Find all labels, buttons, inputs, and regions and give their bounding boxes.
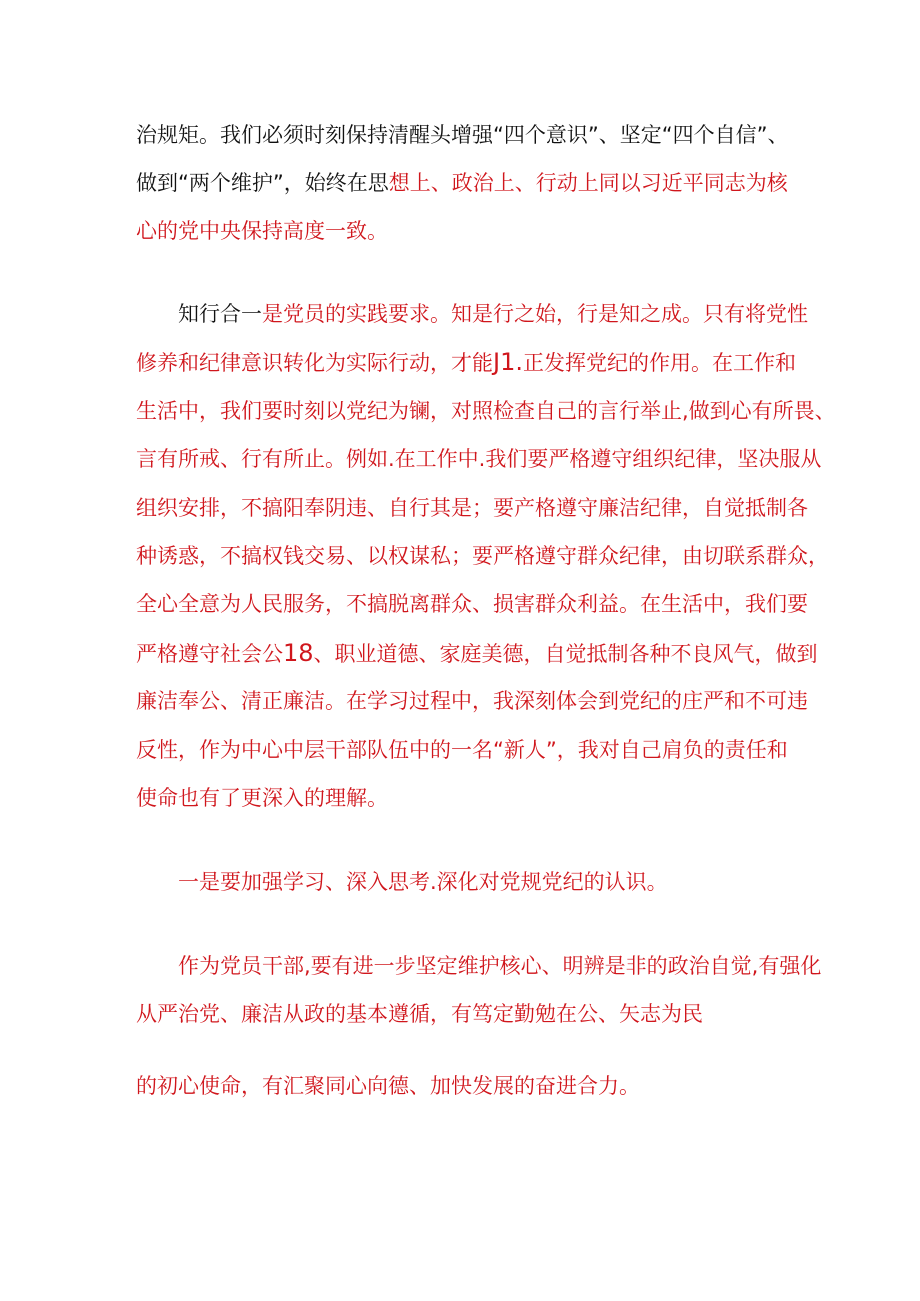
paragraph-3-line-1: 一是要加强学习、深入思考.深化对党规党纪的认识。 bbox=[178, 870, 668, 894]
paragraph-2-line-7: 全心全意为人民服务，不搞脱离群众、损害群众利益。在生活中，我们要 bbox=[136, 592, 808, 616]
paragraph-2-line-8 bbox=[136, 639, 818, 668]
paragraph-4-line-2: 从严治党、廉洁从政的基本遵循，有笃定勤勉在公、矢志为民 bbox=[136, 1002, 703, 1026]
paragraph-2-line-3: 生活中，我们要时刻以党纪为镧，对照检查自己的言行举止,做到心有所畏、 bbox=[136, 399, 836, 423]
paragraph-2-line-1 bbox=[178, 300, 808, 328]
paragraph-4-line-1: 作为党员干部,要有进一步坚定维护核心、明辨是非的政治自觉,有强化 bbox=[178, 954, 822, 978]
paragraph-4-line-3: 的初心使命，有汇聚同心向德、加快发展的奋进合力。 bbox=[136, 1074, 640, 1098]
paragraph-2-line-8-a: 严格遵守社会公 bbox=[136, 642, 283, 666]
paragraph-2-line-8-b: 18 bbox=[283, 639, 314, 667]
paragraph-2-line-8-c: 、职业道德、家庭美德，自觉抵制各种不良风气，做到 bbox=[313, 642, 818, 666]
paragraph-2-line-1-red: 是党员的实践要求。知是行之始，行是知之成。只有将党性 bbox=[262, 302, 808, 326]
paragraph-2-line-11: 使命也有了更深入的理解。 bbox=[136, 786, 388, 810]
paragraph-2-line-2 bbox=[136, 348, 796, 377]
paragraph-1-line-2-red: 想上、政治上、行动上同以习近平同志为核 bbox=[388, 171, 788, 195]
paragraph-1-line-3: 心的党中央保持高度一致。 bbox=[136, 219, 388, 243]
paragraph-2-line-5: 组织安排，不搞阳奉阴违、自行其是；要产格遵守廉洁纪律，自觉抵制各 bbox=[136, 496, 808, 520]
paragraph-2-line-9: 廉洁奉公、清正廉洁。在学习过程中，我深刻体会到党纪的庄严和不可违 bbox=[136, 689, 808, 713]
paragraph-2-line-2-b: J1. bbox=[493, 348, 523, 376]
paragraph-2-line-1-black: 知行合一 bbox=[178, 302, 262, 326]
paragraph-2-line-4: 言有所戒、行有所止。例如.在工作中.我们要严格遵守组织纪律，坚决服从 bbox=[136, 447, 822, 471]
paragraph-2-line-2-c: 正发挥党纪的作用。在工作和 bbox=[522, 351, 796, 375]
paragraph-1-line-2 bbox=[136, 169, 788, 197]
paragraph-2-line-2-a: 修养和纪律意识转化为实际行动，才能 bbox=[136, 351, 493, 375]
paragraph-2-line-10: 反性，作为中心中层干部队伍中的一名“新人”，我对自己肩负的责任和 bbox=[136, 738, 788, 762]
paragraph-2-line-6: 种诱惑，不搞权钱交易、以权谋私；要严格遵守群众纪律，由切联系群众， bbox=[136, 544, 829, 568]
paragraph-1-line-1: 治规矩。我们必须时刻保持清醒头增强“四个意识”、坚定“四个自信”、 bbox=[136, 123, 789, 147]
paragraph-1-line-2-black: 做到“两个维护”，始终在思 bbox=[136, 171, 389, 195]
